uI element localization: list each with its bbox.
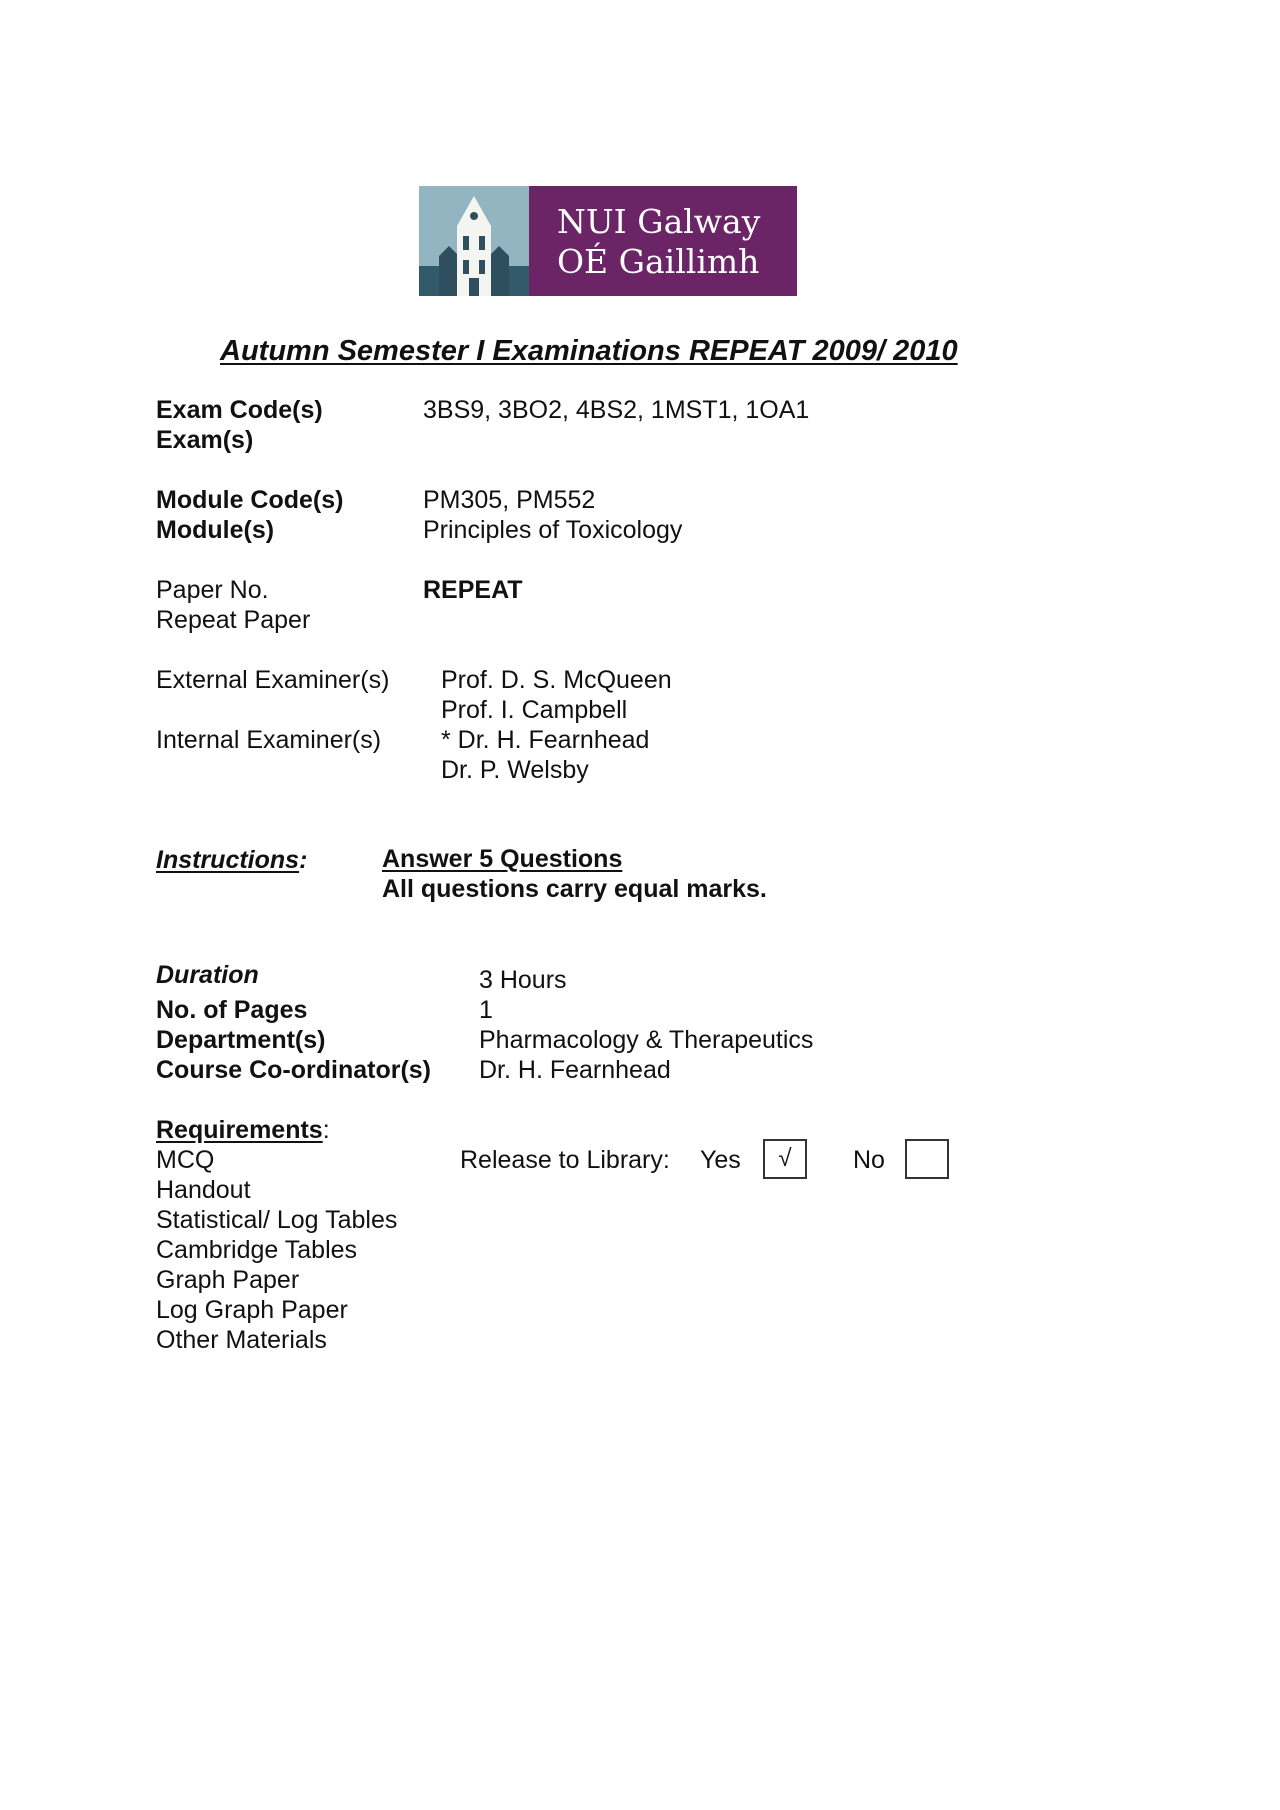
exam-codes-value: 3BS9, 3BO2, 4BS2, 1MST1, 1OA1 [423, 396, 810, 424]
instruction-equal-marks: All questions carry equal marks. [382, 875, 767, 903]
examiner-name: * Dr. H. Fearnhead [441, 726, 650, 754]
external-examiner-label: External Examiner(s) [156, 666, 390, 694]
release-yes-checkbox[interactable]: √ [763, 1139, 807, 1179]
department-label: Department(s) [156, 1026, 326, 1054]
logo-wordmark [529, 186, 797, 296]
page-title: Autumn Semester I Examinations REPEAT 2009/ 2010 [220, 335, 958, 367]
requirement-item: Graph Paper [156, 1266, 300, 1294]
repeat-paper-label: Repeat Paper [156, 606, 311, 634]
duration-label: Duration [156, 961, 259, 989]
modules-value: Principles of Toxicology [423, 516, 683, 544]
release-no-checkbox[interactable] [905, 1139, 949, 1179]
paper-no-label: Paper No. [156, 576, 269, 604]
university-logo [419, 186, 797, 296]
requirement-item: Statistical/ Log Tables [156, 1206, 398, 1234]
instructions-colon: : [299, 846, 308, 874]
internal-examiner-label: Internal Examiner(s) [156, 726, 382, 754]
requirement-item: MCQ [156, 1146, 215, 1174]
quadrangle-tower-icon [419, 186, 529, 296]
requirement-item: Log Graph Paper [156, 1296, 348, 1324]
instructions-label [156, 845, 307, 875]
requirement-item: Handout [156, 1176, 251, 1204]
coordinator-value: Dr. H. Fearnhead [479, 1056, 671, 1084]
requirement-item: Other Materials [156, 1326, 327, 1354]
module-codes-value: PM305, PM552 [423, 486, 596, 514]
logo-name-english: NUI Galway [557, 202, 761, 241]
release-yes-label: Yes [700, 1146, 741, 1174]
release-to-library-label: Release to Library: [460, 1146, 670, 1174]
requirements-label [156, 1115, 330, 1145]
requirement-item: Cambridge Tables [156, 1236, 358, 1264]
modules-label: Module(s) [156, 516, 275, 544]
exam-codes-label: Exam Code(s) [156, 396, 323, 424]
module-codes-label: Module Code(s) [156, 486, 344, 514]
exams-label: Exam(s) [156, 426, 254, 454]
pages-label: No. of Pages [156, 996, 308, 1024]
examiner-name: Dr. P. Welsby [441, 756, 589, 784]
instruction-answer-count: Answer 5 Questions [382, 845, 623, 873]
examiner-name: Prof. D. S. McQueen [441, 666, 672, 694]
paper-no-value: REPEAT [423, 576, 523, 604]
logo-name-irish: OÉ Gaillimh [557, 242, 760, 281]
instructions-label-text: Instructions [156, 846, 300, 874]
pages-value: 1 [479, 996, 493, 1024]
department-value: Pharmacology & Therapeutics [479, 1026, 814, 1054]
examiner-name: Prof. I. Campbell [441, 696, 628, 724]
coordinator-label: Course Co-ordinator(s) [156, 1056, 431, 1084]
release-no-label: No [853, 1146, 885, 1174]
requirements-colon: : [322, 1116, 330, 1144]
duration-value: 3 Hours [479, 966, 567, 994]
requirements-label-text: Requirements [156, 1116, 323, 1144]
